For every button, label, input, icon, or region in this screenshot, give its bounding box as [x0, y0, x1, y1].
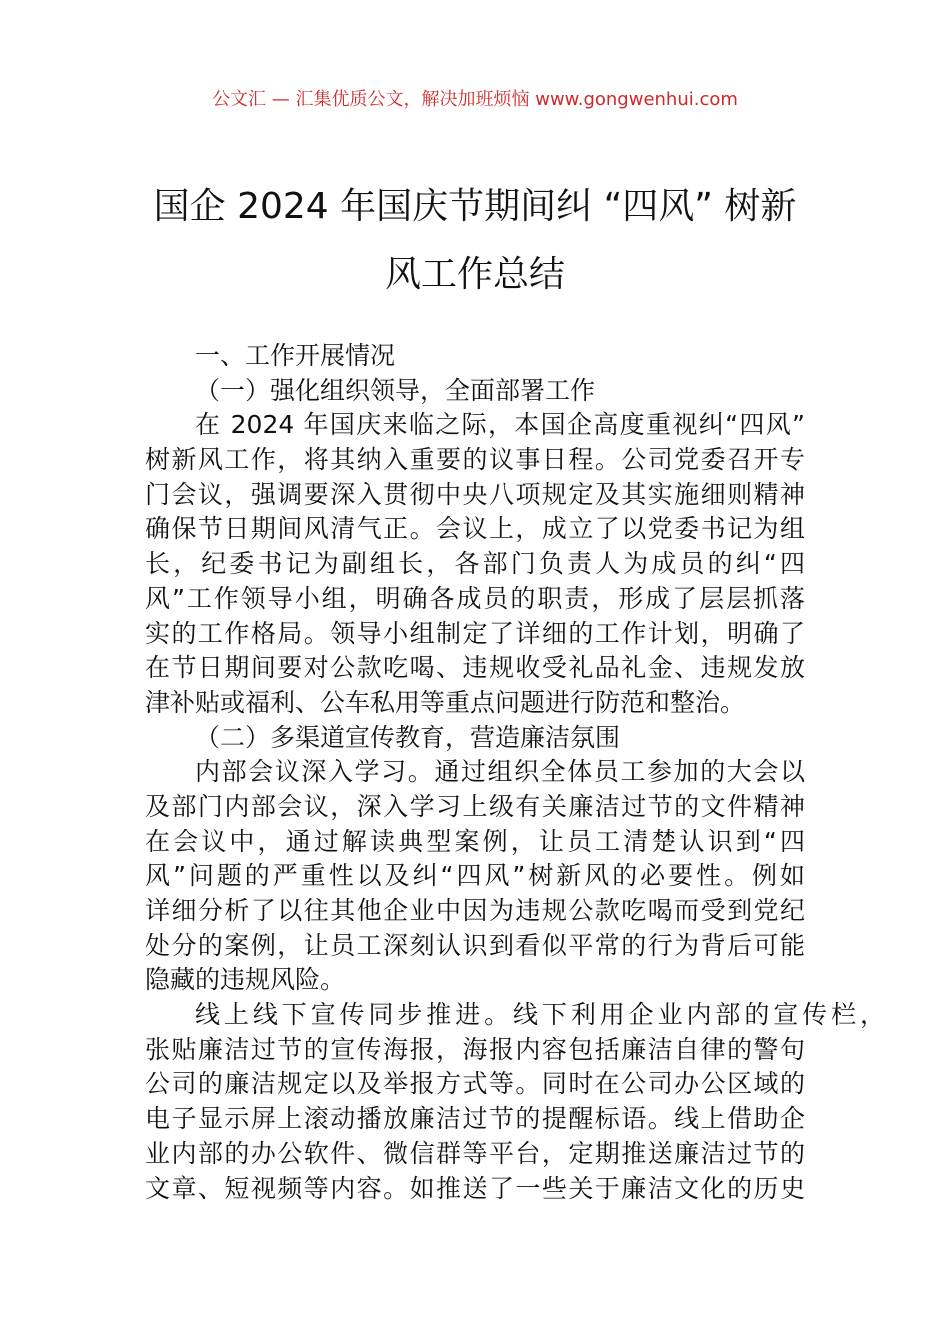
paragraph-line: 内部会议深入学习。通过组织全体员工参加的大会以: [195, 757, 805, 787]
paragraph-line: 张贴廉洁过节的宣传海报，海报内容包括廉洁自律的警句: [145, 1034, 805, 1064]
paragraph-line: 及部门内部会议，深入学习上级有关廉洁过节的文件精神: [145, 791, 805, 821]
subsection-heading: （二）多渠道宣传教育，营造廉洁氛围: [195, 722, 621, 752]
paragraph-line: 在 2024 年国庆来临之际，本国企高度重视纠“四风”: [195, 410, 805, 440]
paragraph-line: 详细分析了以往其他企业中因为违规公款吃喝而受到党纪: [145, 896, 805, 925]
paragraph-line: 公司的廉洁规定以及举报方式等。同时在公司办公区域的: [145, 1069, 805, 1099]
paragraph-line: 业内部的办公软件、微信群等平台，定期推送廉洁过节的: [145, 1138, 805, 1168]
paragraph-line: 树新风工作，将其纳入重要的议事日程。公司党委召开专: [145, 445, 805, 475]
paragraph-line: 在节日期间要对公款吃喝、违规收受礼品礼金、违规发放: [145, 653, 805, 683]
document-body: [145, 339, 885, 1206]
paragraph-line: 确保节日期间风清气正。会议上，成立了以党委书记为组: [145, 514, 805, 544]
paragraph-line: 门会议，强调要深入贯彻中央八项规定及其实施细则精神: [145, 479, 805, 509]
paragraph-line: 在会议中，通过解读典型案例，让员工清楚认识到“四: [145, 826, 805, 856]
subsection-heading: （一）强化组织领导，全面部署工作: [195, 375, 596, 405]
paragraph-line: 津补贴或福利、公车私用等重点问题进行防范和整治。: [145, 687, 746, 717]
paragraph-line: 处分的案例，让员工深刻认识到看似平常的行为背后可能: [145, 930, 805, 960]
document-title-line-1: 国企 2024 年国庆节期间纠 “四风” 树新: [153, 186, 797, 227]
paragraph-line: 隐藏的违规风险。: [145, 965, 346, 995]
paragraph-line: 长，纪委书记为副组长，各部门负责人为成员的纠“四: [145, 549, 805, 579]
section-heading: 一、工作开展情况: [195, 341, 396, 370]
paragraph-line: 线上线下宣传同步推进。线下利用企业内部的宣传栏，: [195, 1000, 885, 1030]
site-header-banner: 公文汇 — 汇集优质公文，解决加班烦恼 www.gongwenhui.com: [212, 89, 738, 110]
paragraph-line: 文章、短视频等内容。如推送了一些关于廉洁文化的历史: [145, 1173, 805, 1203]
paragraph-line: 风”问题的严重性以及纠“四风”树新风的必要性。例如: [145, 861, 805, 891]
paragraph-line: 实的工作格局。领导小组制定了详细的工作计划，明确了: [145, 618, 805, 648]
document-title-line-2: 风工作总结: [384, 254, 565, 295]
paragraph-line: 电子显示屏上滚动播放廉洁过节的提醒标语。线上借助企: [145, 1104, 805, 1134]
paragraph-line: 风”工作领导小组，明确各成员的职责，形成了层层抓落: [145, 583, 805, 613]
